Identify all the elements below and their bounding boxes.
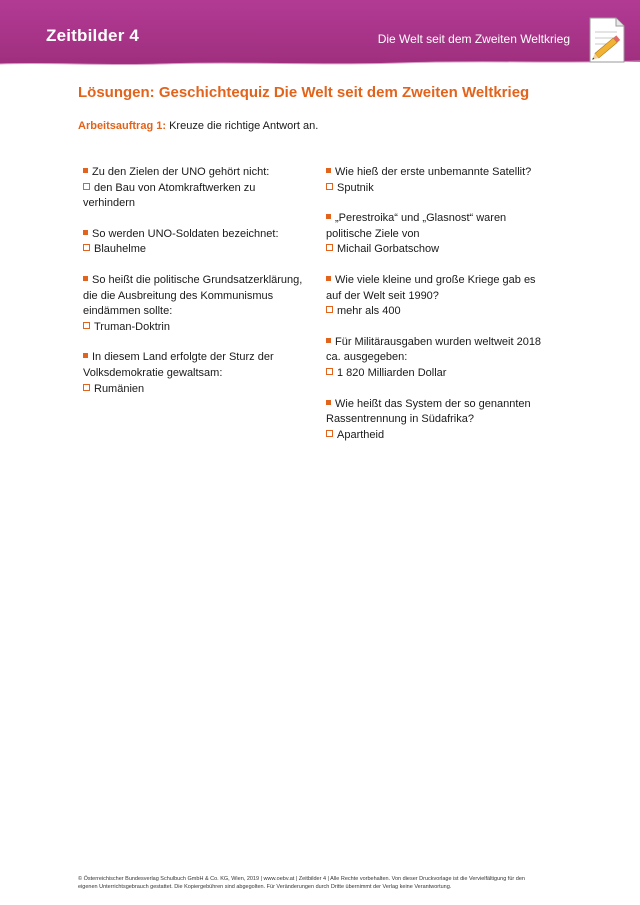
checkbox-icon <box>326 430 333 437</box>
quiz-item <box>326 211 546 258</box>
checkbox-icon <box>83 384 90 391</box>
checkbox-icon <box>326 183 333 190</box>
task-label: Arbeitsauftrag 1: <box>78 120 167 132</box>
checkbox-icon <box>83 183 90 190</box>
header-bar <box>0 0 640 62</box>
question-text: Zu den Zielen der UNO gehört nicht: <box>92 166 270 178</box>
bullet-icon <box>83 276 88 281</box>
checkbox-icon <box>326 368 333 375</box>
answer-text: Apartheid <box>337 428 385 441</box>
answer-text: Blauhelme <box>94 243 146 256</box>
answer-text: mehr als 400 <box>337 305 401 318</box>
header-title: Die Welt seit dem Zweiten Weltkrieg <box>377 32 570 46</box>
brand-title: Zeitbilder 4 <box>46 26 140 45</box>
bullet-icon <box>326 400 331 405</box>
quiz-item <box>83 350 303 397</box>
task-text: Kreuze die richtige Antwort an. <box>169 120 319 132</box>
footer-line: eigenen Unterrichtsgebrauch gestattet. Die Kopiergebühren sind abgegolten. Für Veränderungen durch Dritte übernimmt der Verlag keine Verantwortung. <box>78 884 452 890</box>
quiz-item <box>83 227 303 258</box>
bullet-icon <box>326 214 331 219</box>
quiz-column-right <box>326 165 546 458</box>
quiz-item <box>326 273 546 320</box>
bullet-icon <box>326 338 331 343</box>
answer-text: Sputnik <box>337 181 374 194</box>
question-text: So werden UNO-Soldaten bezeichnet: <box>92 227 279 240</box>
question-text: Wie heißt das System der so genannten Rassentrennung in Südafrika? <box>326 397 531 426</box>
question-text: „Perestroika“ und „Glasnost“ waren politische Ziele von <box>326 212 507 240</box>
question-text: Wie viele kleine und große Kriege gab es auf der Welt seit 1990? <box>326 273 536 302</box>
document-pencil-icon <box>584 14 628 66</box>
quiz-item <box>83 165 303 212</box>
bullet-icon <box>326 276 331 281</box>
answer-text: den Bau von Atomkraftwerken zu verhindern <box>83 181 256 210</box>
bullet-icon <box>326 168 331 173</box>
checkbox-icon <box>326 306 333 313</box>
checkbox-icon <box>326 244 333 251</box>
bullet-icon <box>83 230 88 235</box>
answer-text: Michail Gorbatschow <box>337 243 440 256</box>
quiz-column-left <box>83 165 303 412</box>
footer-copyright <box>78 875 578 891</box>
answer-text: Rumänien <box>94 382 145 395</box>
question-text: Wie hieß der erste unbemannte Satellit? <box>335 166 532 178</box>
bullet-icon <box>83 168 88 173</box>
task-instruction <box>78 120 318 132</box>
answer-text: Truman-Doktrin <box>94 320 170 333</box>
checkbox-icon <box>83 322 90 329</box>
question-text: Für Militärausgaben wurden weltweit 2018 ca. ausgegeben: <box>326 335 542 364</box>
header-torn-edge <box>0 58 640 68</box>
bullet-icon <box>83 353 88 358</box>
answer-text: 1 820 Milliarden Dollar <box>337 366 447 379</box>
question-text: In diesem Land erfolgte der Sturz der Volksdemokratie gewaltsam: <box>83 351 274 379</box>
quiz-item <box>326 165 546 196</box>
quiz-item <box>326 335 546 382</box>
quiz-item <box>326 397 546 444</box>
question-text: So heißt die politische Grundsatzerklärung, die die Ausbreitung des Kommunismus eindämmen sollte: <box>83 273 303 318</box>
page-title: Lösungen: Geschichtequiz Die Welt seit dem Zweiten Weltkrieg <box>78 84 530 101</box>
checkbox-icon <box>83 244 90 251</box>
footer-line: © Österreichischer Bundesverlag Schulbuch GmbH & Co. KG, Wien, 2019 | www.oebv.at | Zeitbilder 4 | Alle Rechte vorbehalten. Von dieser Druckvorlage ist die Vervielfältigung für den <box>78 876 525 882</box>
quiz-item <box>83 273 303 335</box>
